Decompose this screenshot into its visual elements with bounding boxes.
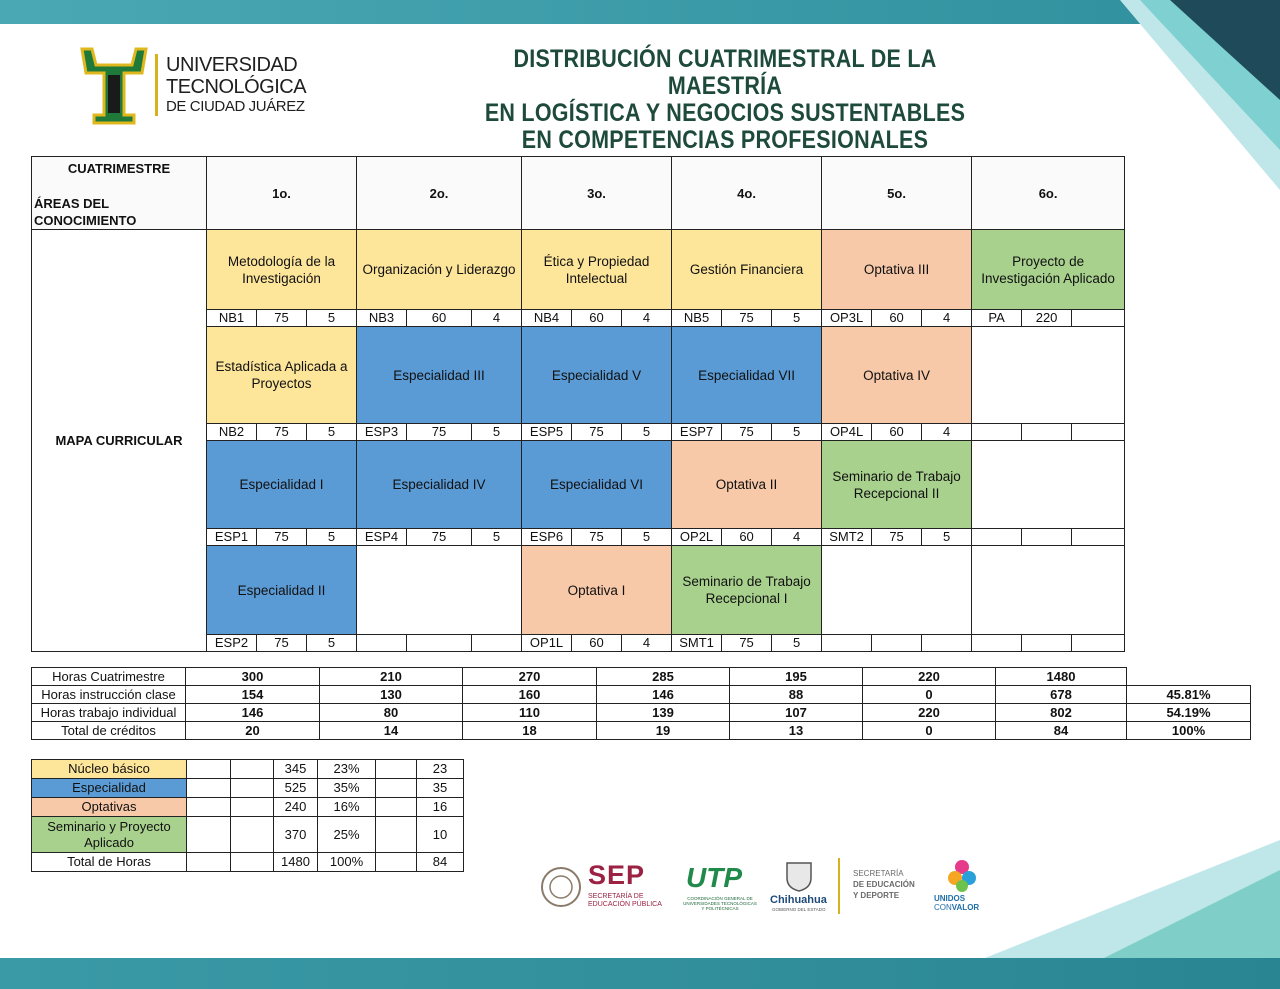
course-hours: 75 — [257, 635, 307, 652]
course-hours: 75 — [407, 424, 472, 441]
hours-value: 802 — [996, 704, 1127, 722]
hours-row-label: Horas Cuatrimestre — [32, 668, 186, 686]
hours-value: 160 — [463, 686, 597, 704]
unidos-text2: CON — [934, 903, 952, 912]
summary-pct: 16% — [318, 798, 376, 817]
course-credits — [472, 635, 522, 652]
hours-value: 88 — [730, 686, 863, 704]
hours-value: 19 — [597, 722, 730, 740]
course-credits: 5 — [307, 529, 357, 546]
course-hours — [872, 635, 922, 652]
hours-value: 678 — [996, 686, 1127, 704]
course-name: Especialidad II — [207, 546, 357, 635]
curriculum-grid — [31, 156, 1125, 652]
period-header: 4o. — [672, 157, 822, 230]
summary-empty-cell — [187, 798, 231, 817]
course-name: Optativa II — [672, 441, 822, 529]
course-code: ESP7 — [672, 424, 722, 441]
course-code: ESP5 — [522, 424, 572, 441]
university-line1: UNIVERSIDAD — [166, 54, 298, 76]
sep-text: SEP — [588, 860, 646, 890]
summary-pct: 100% — [318, 853, 376, 872]
period-header: 1o. — [207, 157, 357, 230]
area-label: MAPA CURRICULAR — [32, 230, 207, 652]
hours-value: 220 — [863, 668, 996, 686]
hours-value: 270 — [463, 668, 597, 686]
summary-credits: 10 — [417, 817, 464, 853]
sep-sub2: EDUCACIÓN PÚBLICA — [588, 901, 662, 908]
summary-label: Seminario y Proyecto Aplicado — [32, 817, 187, 853]
course-name: Especialidad III — [357, 327, 522, 424]
sec-line1: SECRETARÍA — [853, 869, 904, 878]
summary-credits: 35 — [417, 779, 464, 798]
hours-value: 146 — [597, 686, 730, 704]
course-hours: 60 — [722, 529, 772, 546]
summary-hours: 525 — [274, 779, 318, 798]
summary-label: Optativas — [32, 798, 187, 817]
course-name: Optativa IV — [822, 327, 972, 424]
course-name: Gestión Financiera — [672, 230, 822, 310]
course-name: Seminario de Trabajo Recepcional I — [672, 546, 822, 635]
hours-value: 107 — [730, 704, 863, 722]
course-name: Optativa III — [822, 230, 972, 310]
cuatrimestre-label: CUATRIMESTRE — [67, 161, 171, 176]
course-credits: 4 — [922, 310, 972, 327]
logo-divider — [155, 54, 158, 116]
corner-decor-bottom — [980, 840, 1280, 960]
utp-sub: COORDINACIÓN GENERAL DE UNIVERSIDADES TECNOLÓGICAS Y POLITÉCNICAS — [683, 896, 757, 911]
summary-empty-cell — [376, 760, 417, 779]
hours-percent: 45.81% — [1127, 686, 1251, 704]
summary-empty-cell — [376, 853, 417, 872]
course-credits: 5 — [622, 424, 672, 441]
course-code: NB5 — [672, 310, 722, 327]
course-code: ESP4 — [357, 529, 407, 546]
course-code — [357, 635, 407, 652]
summary-empty-cell — [187, 779, 231, 798]
hours-percent: 100% — [1127, 722, 1251, 740]
unidos-text1: UNIDOS — [934, 894, 966, 903]
hours-value: 195 — [730, 668, 863, 686]
summary-label: Núcleo básico — [32, 760, 187, 779]
course-code: OP3L — [822, 310, 872, 327]
course-code: OP4L — [822, 424, 872, 441]
summary-empty-cell — [231, 798, 274, 817]
hours-row-label: Horas instrucción clase — [32, 686, 186, 704]
course-credits: 5 — [772, 635, 822, 652]
course-name — [357, 546, 522, 635]
utp-text: UTP — [686, 862, 742, 893]
course-name — [972, 441, 1125, 529]
course-code: ESP6 — [522, 529, 572, 546]
course-code: ESP2 — [207, 635, 257, 652]
title-line2: EN LOGÍSTICA Y NEGOCIOS SUSTENTABLES — [484, 99, 966, 127]
sec-line3: Y DEPORTE — [853, 891, 900, 900]
course-code: ESP3 — [357, 424, 407, 441]
course-code: PA — [972, 310, 1022, 327]
footer-divider — [838, 858, 840, 914]
course-name: Especialidad VII — [672, 327, 822, 424]
course-hours: 75 — [257, 529, 307, 546]
course-code: NB2 — [207, 424, 257, 441]
course-credits: 5 — [307, 310, 357, 327]
course-hours: 60 — [407, 310, 472, 327]
course-name — [972, 327, 1125, 424]
summary-credits: 16 — [417, 798, 464, 817]
course-name: Metodología de la Investigación — [207, 230, 357, 310]
hours-value: 154 — [186, 686, 320, 704]
course-hours — [1022, 529, 1072, 546]
sec-line2: DE EDUCACIÓN — [853, 880, 915, 889]
title-line3: EN COMPETENCIAS PROFESIONALES — [521, 126, 929, 154]
course-code — [972, 424, 1022, 441]
course-code: NB4 — [522, 310, 572, 327]
course-code — [972, 529, 1022, 546]
course-code — [822, 635, 872, 652]
hours-value: 210 — [320, 668, 463, 686]
summary-hours: 1480 — [274, 853, 318, 872]
course-credits: 4 — [472, 310, 522, 327]
summary-hours: 240 — [274, 798, 318, 817]
secretaria-logo — [853, 868, 915, 901]
course-name: Optativa I — [522, 546, 672, 635]
grid-corner-header — [32, 157, 207, 230]
hours-value: 13 — [730, 722, 863, 740]
hours-table — [31, 667, 1251, 740]
title-line1: DISTRIBUCIÓN CUATRIMESTRAL DE LA MAESTRÍA — [513, 45, 937, 100]
course-hours: 60 — [572, 310, 622, 327]
unidos-flower-icon — [947, 858, 977, 894]
chihuahua-sub: GOBIERNO DEL ESTADO — [772, 907, 826, 912]
summary-pct: 35% — [318, 779, 376, 798]
course-code: OP2L — [672, 529, 722, 546]
summary-label: Total de Horas — [32, 853, 187, 872]
areas-label: ÁREAS DEL CONOCIMIENTO — [34, 196, 137, 228]
course-hours: 75 — [407, 529, 472, 546]
university-line2: TECNOLÓGICA — [166, 76, 307, 98]
hours-value: 14 — [320, 722, 463, 740]
hours-value: 130 — [320, 686, 463, 704]
course-hours: 60 — [572, 635, 622, 652]
course-credits: 5 — [307, 424, 357, 441]
hours-row-label: Horas trabajo individual — [32, 704, 186, 722]
course-credits: 4 — [622, 310, 672, 327]
hours-value: 80 — [320, 704, 463, 722]
course-hours: 60 — [872, 424, 922, 441]
course-credits: 5 — [772, 424, 822, 441]
hours-value: 146 — [186, 704, 320, 722]
course-credits — [922, 635, 972, 652]
hours-percent: 54.19% — [1127, 704, 1251, 722]
summary-empty-cell — [231, 779, 274, 798]
summary-empty-cell — [231, 760, 274, 779]
course-hours: 75 — [572, 424, 622, 441]
course-name: Estadística Aplicada a Proyectos — [207, 327, 357, 424]
summary-empty-cell — [231, 817, 274, 853]
course-credits — [1072, 635, 1125, 652]
summary-hours: 370 — [274, 817, 318, 853]
hours-value: 1480 — [996, 668, 1127, 686]
course-hours: 75 — [722, 635, 772, 652]
utcj-logo-icon — [78, 43, 150, 127]
summary-credits: 84 — [417, 853, 464, 872]
course-credits: 4 — [922, 424, 972, 441]
course-credits: 5 — [922, 529, 972, 546]
university-line3: DE CIUDAD JUÁREZ — [166, 98, 305, 115]
university-name — [166, 54, 306, 116]
unidos-text-row — [934, 903, 979, 912]
summary-table — [31, 759, 464, 872]
hours-value: 20 — [186, 722, 320, 740]
summary-credits: 23 — [417, 760, 464, 779]
hours-value: 0 — [863, 686, 996, 704]
hours-value: 300 — [186, 668, 320, 686]
hours-value: 18 — [463, 722, 597, 740]
course-name — [822, 546, 972, 635]
summary-empty-cell — [376, 779, 417, 798]
course-name: Ética y Propiedad Intelectual — [522, 230, 672, 310]
period-header: 2o. — [357, 157, 522, 230]
course-name: Especialidad I — [207, 441, 357, 529]
summary-empty-cell — [187, 853, 231, 872]
course-hours: 75 — [257, 310, 307, 327]
period-header: 5o. — [822, 157, 972, 230]
summary-empty-cell — [231, 853, 274, 872]
course-hours — [1022, 424, 1072, 441]
page-title — [463, 46, 988, 154]
course-name — [972, 546, 1125, 635]
unidos-text3: VALOR — [951, 903, 980, 912]
course-credits: 4 — [622, 635, 672, 652]
bottom-decor-bar — [0, 958, 1280, 989]
course-hours: 60 — [872, 310, 922, 327]
course-name: Especialidad IV — [357, 441, 522, 529]
hours-value: 110 — [463, 704, 597, 722]
summary-empty-cell — [376, 817, 417, 853]
period-header: 6o. — [972, 157, 1125, 230]
hours-value: 0 — [863, 722, 996, 740]
course-credits: 5 — [472, 424, 522, 441]
course-hours: 75 — [257, 424, 307, 441]
hours-value: 139 — [597, 704, 730, 722]
summary-pct: 23% — [318, 760, 376, 779]
summary-hours: 345 — [274, 760, 318, 779]
course-name: Especialidad V — [522, 327, 672, 424]
course-code: NB1 — [207, 310, 257, 327]
hours-row-label: Total de créditos — [32, 722, 186, 740]
course-credits: 5 — [772, 310, 822, 327]
course-credits — [1072, 529, 1125, 546]
course-credits: 5 — [472, 529, 522, 546]
sep-sub1: SECRETARÍA DE — [588, 893, 644, 900]
mexico-seal-icon — [540, 866, 582, 908]
course-hours: 75 — [572, 529, 622, 546]
chihuahua-shield-icon — [784, 860, 814, 892]
summary-pct: 25% — [318, 817, 376, 853]
course-code: SMT1 — [672, 635, 722, 652]
course-name: Seminario de Trabajo Recepcional II — [822, 441, 972, 529]
course-name: Especialidad VI — [522, 441, 672, 529]
hours-value: 285 — [597, 668, 730, 686]
summary-empty-cell — [376, 798, 417, 817]
hours-value: 220 — [863, 704, 996, 722]
course-name: Organización y Liderazgo — [357, 230, 522, 310]
course-credits: 4 — [772, 529, 822, 546]
course-code: SMT2 — [822, 529, 872, 546]
hours-percent — [1127, 668, 1251, 686]
summary-label: Especialidad — [32, 779, 187, 798]
course-credits: 5 — [307, 635, 357, 652]
course-hours: 75 — [722, 310, 772, 327]
course-hours: 75 — [722, 424, 772, 441]
period-header: 3o. — [522, 157, 672, 230]
course-hours — [407, 635, 472, 652]
course-hours: 75 — [872, 529, 922, 546]
course-name: Proyecto de Investigación Aplicado — [972, 230, 1125, 310]
summary-empty-cell — [187, 817, 231, 853]
course-credits: 5 — [622, 529, 672, 546]
hours-value: 84 — [996, 722, 1127, 740]
course-code: ESP1 — [207, 529, 257, 546]
summary-empty-cell — [187, 760, 231, 779]
course-hours — [1022, 635, 1072, 652]
chihuahua-text: Chihuahua — [770, 894, 827, 906]
course-code: NB3 — [357, 310, 407, 327]
course-hours: 220 — [1022, 310, 1072, 327]
course-code: OP1L — [522, 635, 572, 652]
course-credits — [1072, 424, 1125, 441]
course-code — [972, 635, 1022, 652]
course-credits — [1072, 310, 1125, 327]
